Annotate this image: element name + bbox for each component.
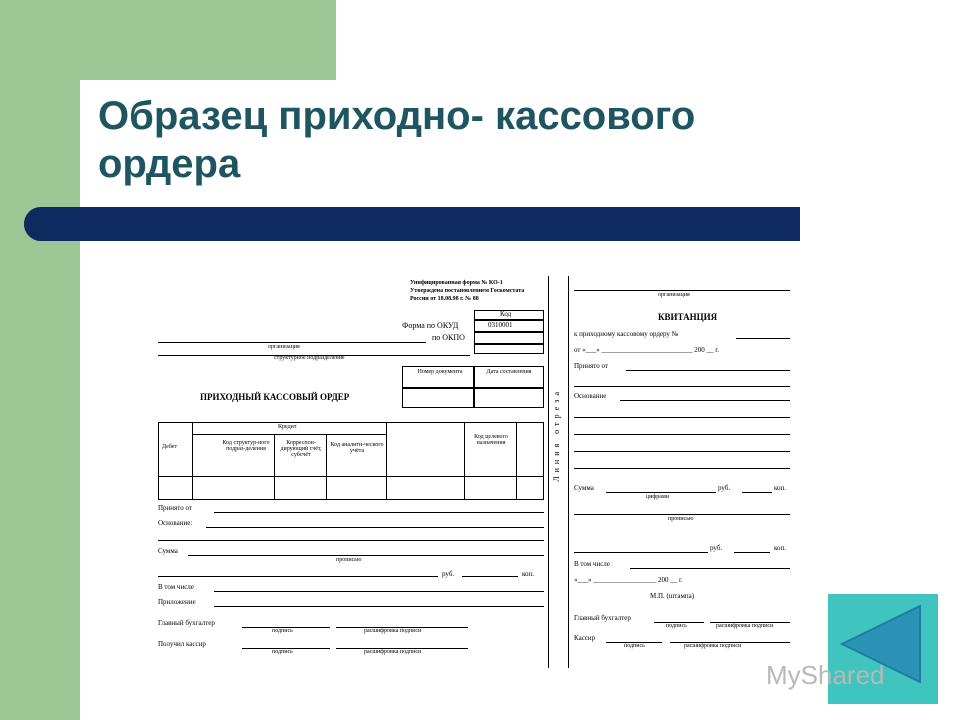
appendix-label: Приложение	[158, 598, 196, 606]
col-analytic-label: Код аналити-ческого учёта	[330, 442, 384, 454]
doc-date-label: Дата составления	[486, 369, 532, 375]
table-col-line	[516, 422, 517, 500]
basis-line-2	[158, 540, 544, 541]
sum-in-words-caption: прописью	[336, 557, 362, 563]
doc-num-label: Номер документа	[417, 369, 463, 375]
cash-order-form	[150, 276, 800, 668]
cut-line-label: Линия отреза	[552, 388, 561, 482]
sum-line-2	[158, 576, 438, 577]
receipt-received-line-2	[574, 386, 790, 387]
receipt-basis-line	[620, 400, 790, 401]
table-col-line	[326, 434, 327, 500]
chief-accountant-label: Главный бухгалтер	[158, 619, 215, 627]
table-col-line	[464, 422, 465, 500]
receipt-from-date: от «___» __________________________ 200 __ г.	[574, 346, 720, 354]
receipt-chief-sign-caption: подпись	[666, 623, 687, 629]
doc-num-cell	[402, 388, 474, 408]
receipt-chief-label: Главный бухгалтер	[574, 614, 631, 622]
code-label: Код	[500, 310, 512, 318]
receipt-words-line-2	[574, 552, 708, 553]
appendix-line	[214, 606, 544, 607]
receipt-kop-label: коп.	[774, 484, 787, 492]
doc-date-cell	[474, 388, 544, 408]
kop-label: коп.	[522, 570, 535, 578]
debit-label: Дебет	[162, 444, 178, 450]
col-corr-label: Корреспон-дирующий счёт, субсчёт	[280, 440, 322, 458]
blank-code-cell	[474, 344, 544, 354]
receipt-including-line	[630, 568, 790, 569]
rub-label: руб.	[442, 570, 455, 578]
credit-header-line	[192, 434, 386, 435]
cashier-signature-caption: подпись	[272, 649, 293, 655]
receipt-stamp: М.П. (штампа)	[650, 592, 695, 600]
basis-label: Основание:	[158, 519, 193, 527]
table-col-line	[386, 422, 387, 500]
including-label: В том числе	[158, 583, 194, 591]
col-struct-label: Код структур-ного подраз-деления	[222, 440, 270, 452]
kop-line	[462, 576, 518, 577]
decor-green-block	[0, 0, 336, 80]
receipt-received-line	[626, 370, 790, 371]
receipt-cashier-label: Кассир	[574, 634, 596, 642]
form-title: ПРИХОДНЫЙ КАССОВЫЙ ОРДЕР	[200, 392, 350, 402]
org-line	[158, 342, 426, 343]
receipt-words-line	[574, 514, 790, 515]
sum-line	[188, 555, 544, 556]
okud-label: Форма по ОКУД	[402, 321, 459, 330]
receipt-rub-label: руб.	[718, 484, 731, 492]
receipt-rub-label-2: руб.	[710, 544, 723, 552]
receipt-basis-line-4	[574, 451, 790, 452]
watermark-text: MyShared	[766, 660, 885, 690]
okud-code: 0310001	[488, 321, 513, 329]
table-col-line	[192, 422, 193, 500]
receipt-org-line	[574, 290, 790, 291]
receipt-kop-label-2: коп.	[774, 544, 787, 552]
receipt-basis-label: Основание	[574, 392, 607, 400]
receipt-words-caption: прописью	[668, 516, 694, 522]
cut-line-left	[548, 276, 549, 668]
receipt-received-from-label: Принято от	[574, 362, 608, 370]
cut-line-right	[568, 276, 569, 668]
slide-title: Образец приходно- кассового ордера	[98, 94, 696, 186]
receipt-sum-label: Сумма	[574, 484, 594, 492]
form-header-line1: Унифицированная форма № КО-1	[410, 280, 503, 286]
table-row-line	[158, 476, 544, 477]
receipt-basis-line-3	[574, 434, 790, 435]
watermark-logo	[766, 660, 885, 691]
col-purpose-label: Код целевого назначения	[474, 434, 508, 446]
receipt-digits-caption: цифрами	[646, 494, 669, 500]
okpo-code-cell	[474, 332, 544, 344]
receipt-to-order: к приходному кассовому ордеру №	[574, 330, 679, 338]
receipt-chief-decode-caption: расшифровка подписи	[716, 623, 774, 629]
receipt-basis-line-2	[574, 417, 790, 418]
receipt-kop-line	[742, 492, 772, 493]
receipt-cashier-sign-caption: подпись	[624, 643, 645, 649]
chief-signature-caption: подпись	[272, 628, 293, 634]
org-caption: организация	[268, 344, 300, 350]
including-line	[214, 591, 544, 592]
received-from-line	[214, 512, 544, 513]
credit-label: Кредит	[278, 424, 297, 430]
receipt-basis-line-5	[574, 468, 790, 469]
receipt-date-line: «___» __________________ 200 __ г.	[574, 576, 683, 584]
decor-navy-bar	[24, 207, 800, 241]
receipt-cashier-decode-caption: расшифровка подписи	[684, 643, 742, 649]
cashier-decode-caption: расшифровка подписи	[364, 649, 422, 655]
receipt-sum-digits-line	[606, 492, 716, 493]
okpo-label: по ОКПО	[432, 333, 465, 342]
form-header-line2: Утверждена постановлением Госкомстата	[410, 288, 525, 294]
unit-caption: структурное подразделение	[274, 355, 345, 361]
form-header-line3: России от 18.08.98 г. № 88	[410, 296, 479, 302]
sum-label: Сумма	[158, 547, 178, 555]
receipt-title: КВИТАНЦИЯ	[658, 312, 718, 322]
receipt-order-num-line	[736, 338, 790, 339]
received-from-label: Принято от	[158, 504, 192, 512]
decor-green-strip	[0, 80, 80, 720]
table-col-line	[274, 434, 275, 500]
receipt-including-label: В том числе	[574, 560, 610, 568]
chief-decode-caption: расшифровка подписи	[364, 628, 422, 634]
receipt-org-caption: организация	[658, 292, 690, 298]
basis-line	[206, 527, 544, 528]
cashier-received-label: Получил кассир	[158, 640, 206, 648]
receipt-kop-line-2	[734, 552, 770, 553]
